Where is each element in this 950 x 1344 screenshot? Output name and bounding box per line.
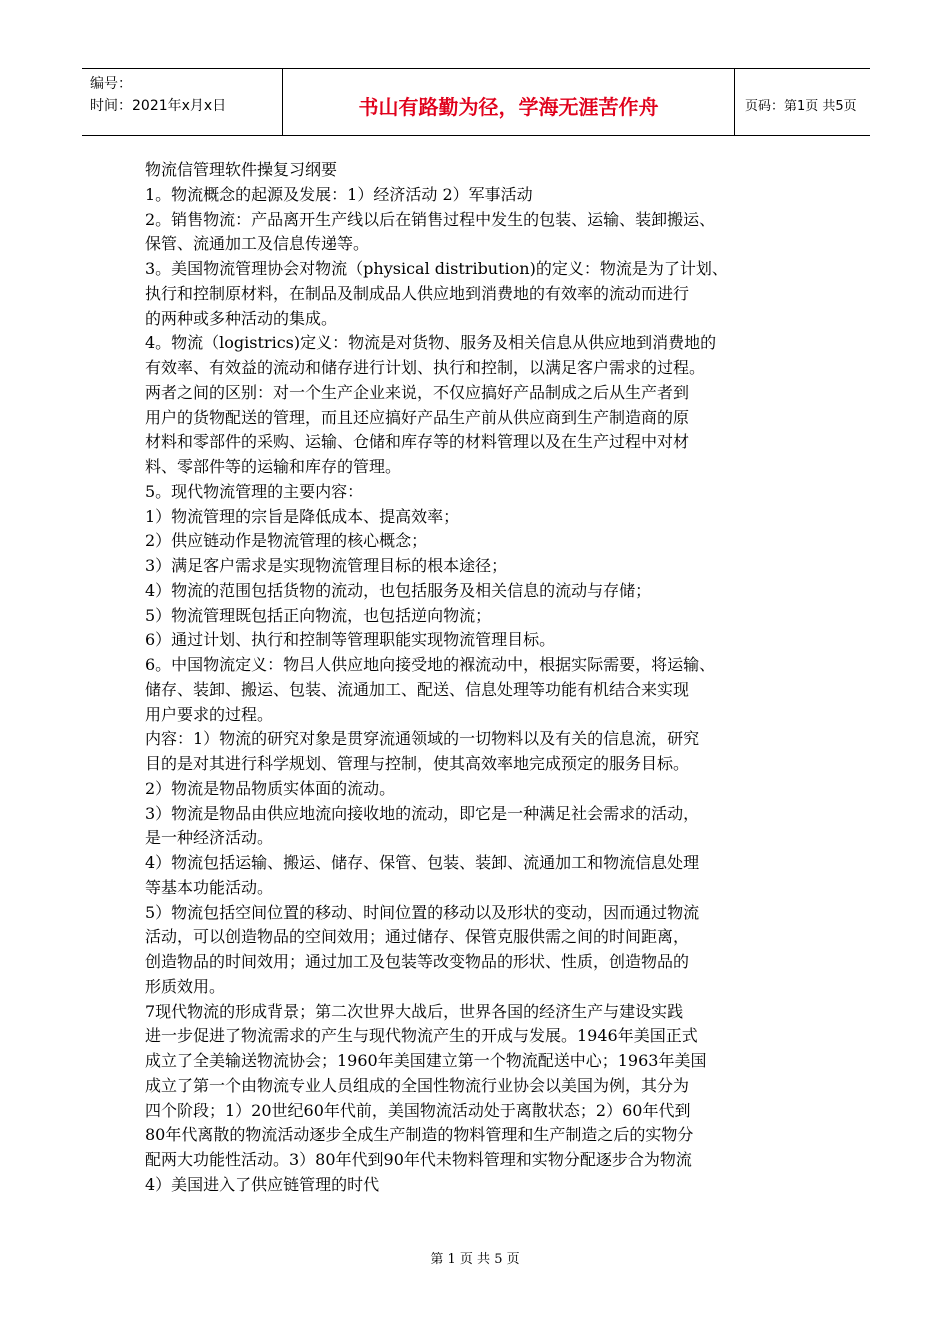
text-line: 4。物流（logistrics)定义：物流是对货物、服务及相关信息从供应地到消费地的	[145, 333, 717, 353]
text-line: 创造物品的时间效用；通过加工及包装等改变物品的形状、性质，创造物品的	[145, 952, 690, 971]
header-page-info: 页码：第1页 共5页	[745, 99, 857, 114]
header-page-cell	[735, 69, 870, 135]
text-line: 用户的货物配送的管理，而且还应搞好产品生产前从供应商到生产制造商的原	[145, 407, 690, 427]
page-footer: 第 1 页 共 5 页	[430, 1252, 520, 1267]
text-line: 6。中国物流定义：物吕人供应地向接受地的褓流动中，根据实际需要，将运输、	[145, 655, 716, 674]
text-line: 的两种或多种活动的集成。	[145, 308, 338, 328]
text-line: 2）供应链动作是物流管理的核心概念；	[145, 531, 428, 551]
text-line: 成立了第一个由物流专业人员组成的全国性物流行业协会以美国为例，其分为	[145, 1075, 690, 1095]
text-line: 80年代离散的物流活动逐步全成生产制造的物料管理和生产制造之后的实物分	[145, 1125, 694, 1145]
text-line: 2）物流是物品物质实体面的流动。	[145, 778, 396, 798]
text-line: 执行和控制原材料，在制品及制成品人供应地到消费地的有效率的流动而进行	[145, 283, 690, 303]
text-line: 4）物流包括运输、搬运、储存、保管、包装、装卸、流通加工和物流信息处理	[145, 853, 700, 872]
text-line: 目的是对其进行科学规划、管理与控制，使其高效率地完成预定的服务目标。	[145, 754, 690, 773]
text-line: 储存、装卸、搬运、包装、流通加工、配送、信息处理等功能有机结合来实现	[145, 679, 690, 699]
document-header	[82, 68, 870, 136]
text-line: 3）满足客户需求是实现物流管理目标的根本途径；	[145, 556, 508, 575]
header-meta-cell	[82, 69, 282, 135]
text-line: 5）物流管理既包括正向物流，也包括逆向物流；	[145, 605, 492, 625]
text-line: 活动，可以创造物品的空间效用；通过储存、保管克服供需之间的时间距离，	[145, 927, 690, 947]
text-line: 等基本功能活动。	[145, 877, 274, 897]
text-line: 6）通过计划、执行和控制等管理职能实现物流管理目标。	[145, 630, 556, 650]
text-line: 保管、流通加工及信息传递等。	[145, 234, 370, 254]
text-line: 4）物流的范围包括货物的流动，也包括服务及相关信息的流动与存储；	[145, 580, 652, 600]
document-body	[145, 158, 825, 1198]
text-line: 3）物流是物品由供应地流向接收地的流动，即它是一种满足社会需求的活动，	[145, 803, 700, 823]
text-line: 1。物流概念的起源及发展：1）经济活动 2）军事活动	[145, 184, 533, 204]
text-line: 材料和零部件的采购、运输、仓储和库存等的材料管理以及在生产过程中对材	[145, 432, 690, 452]
text-line: 用户要求的过程。	[145, 704, 274, 724]
text-line: 两者之间的区别：对一个生产企业来说，不仅应搞好产品制成之后从生产者到	[145, 382, 690, 402]
text-line: 7现代物流的形成背景；第二次世界大战后，世界各国的经济生产与建设实践	[145, 1001, 684, 1021]
text-line: 料、零部件等的运输和库存的管理。	[145, 457, 402, 476]
text-line: 形质效用。	[145, 976, 226, 996]
text-line: 2。销售物流：产品离开生产线以后在销售过程中发生的包装、运输、装卸搬运、	[145, 209, 716, 229]
text-line: 内容：1）物流的研究对象是贯穿流通领域的一切物料以及有关的信息流，研究	[145, 729, 700, 749]
text-line: 5。现代物流管理的主要内容：	[145, 481, 364, 501]
document-number-label: 编号：	[90, 76, 132, 92]
text-line: 有效率、有效益的流动和储存进行计划、执行和控制，以满足客户需求的过程。	[145, 358, 706, 377]
document-time-label: 时间：2021年x月x日	[90, 98, 227, 114]
text-line: 是一种经济活动。	[145, 828, 274, 848]
text-line: 3。美国物流管理协会对物流（physical distribution)的定义：物流是为了计划、	[145, 259, 728, 278]
text-line: 5）物流包括空间位置的移动、时间位置的移动以及形状的变动，因而通过物流	[145, 902, 700, 922]
text-line: 物流信管理软件操复习纲要	[145, 160, 338, 179]
text-line: 四个阶段；1）20世纪60年代前，美国物流活动处于离散状态；2）60年代到	[145, 1100, 691, 1120]
text-line: 进一步促进了物流需求的产生与现代物流产生的开成与发展。1946年美国正式	[145, 1026, 698, 1046]
header-motto-cell	[282, 69, 735, 135]
text-line: 4）美国进入了供应链管理的时代	[145, 1174, 380, 1194]
text-line: 配两大功能性活动。3）80年代到90年代未物料管理和实物分配逐步合为物流	[145, 1150, 692, 1169]
text-line: 1）物流管理的宗旨是降低成本、提高效率；	[145, 506, 460, 526]
text-line: 成立了全美输送物流协会；1960年美国建立第一个物流配送中心；1963年美国	[145, 1051, 707, 1070]
header-motto: 书山有路勤为径，学海无涯苦作舟	[358, 95, 659, 119]
